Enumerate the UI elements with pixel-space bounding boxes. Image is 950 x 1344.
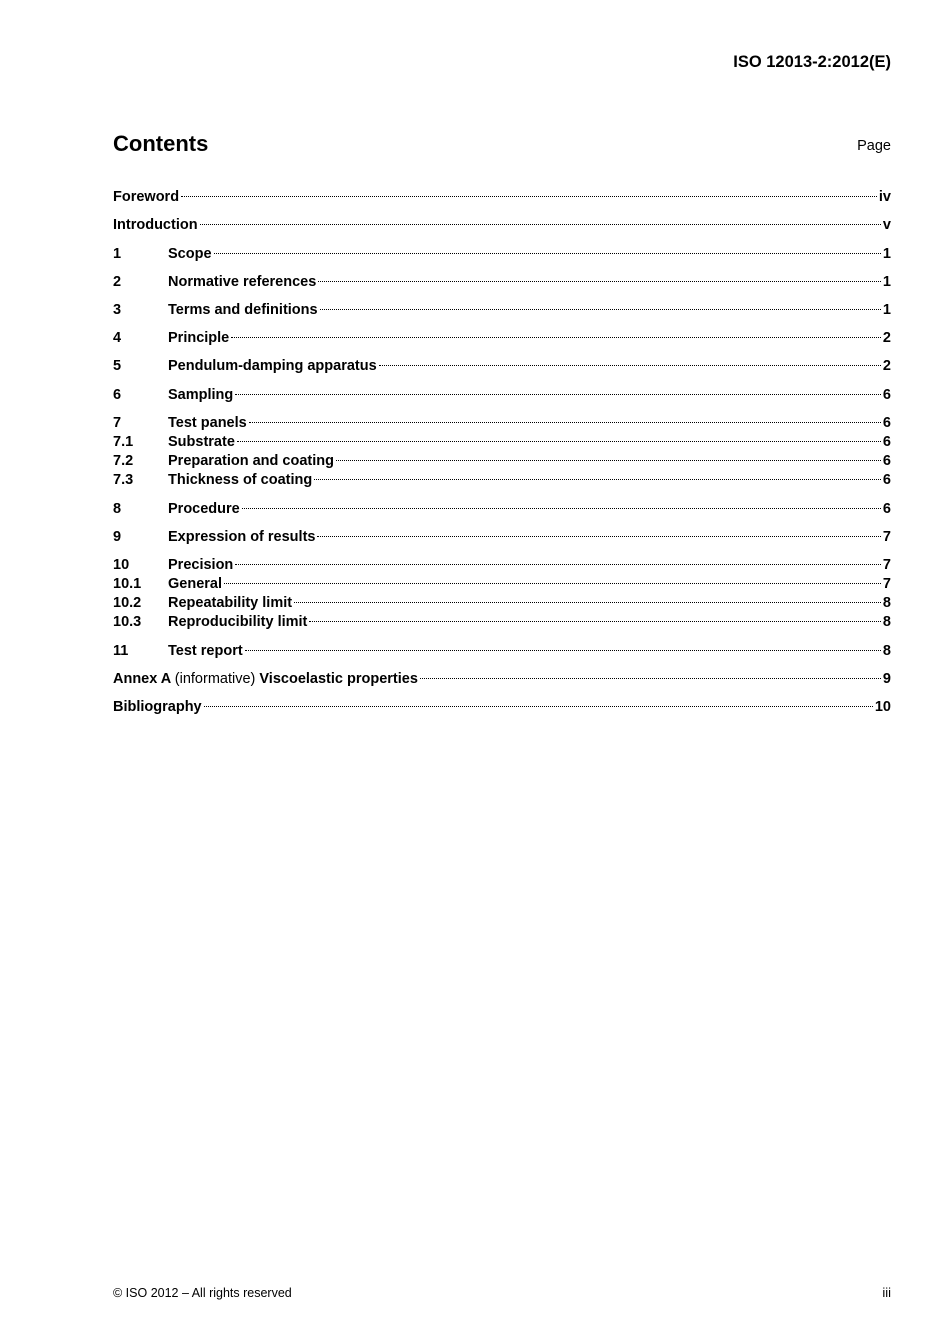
toc-entry-title: Principle [168,330,230,346]
toc-entry-number: 10.1 [113,576,142,592]
toc-leader-dots [181,183,877,201]
toc-entry-title: Preparation and coating [168,453,334,469]
toc-entry-title [113,670,418,688]
toc-leader-dots [245,637,881,655]
toc-entry-number: 7.1 [113,434,134,450]
toc-entry-page: 6 [882,453,891,469]
annex-label: Annex A [113,671,171,687]
toc-entry-substrate[interactable] [113,428,891,450]
toc-entry-title: Pendulum-damping apparatus [168,358,377,374]
toc-entry-page: 7 [882,576,891,592]
toc-leader-dots [235,381,881,399]
toc-entry-number: 8 [113,501,122,517]
toc-leader-dots [309,608,881,626]
toc-entry-title: Test report [168,643,243,659]
toc-entry-page: 2 [882,358,891,374]
toc-entry-normative-references[interactable] [113,268,891,290]
toc-entry-principle[interactable] [113,324,891,346]
toc-entry-title: Reproducibility limit [168,614,308,630]
toc-entry-preparation-and-coating[interactable] [113,447,891,469]
toc-entry-precision[interactable] [113,551,891,573]
toc-entry-test-panels[interactable] [113,409,891,431]
toc-entry-repeatability-limit[interactable] [113,589,891,611]
toc-entry-sampling[interactable] [113,381,891,403]
toc-entry-title: Expression of results [168,529,316,545]
toc-entry-title: Scope [168,246,212,262]
toc-leader-dots [320,296,881,314]
toc-entry-introduction[interactable] [113,211,891,233]
toc-entry-title: Terms and definitions [168,302,318,318]
toc-entry-page: 10 [874,699,891,715]
toc-entry-number: 10.3 [113,614,142,630]
toc-entry-page: 1 [882,274,891,290]
toc-entry-number: 10.2 [113,595,142,611]
toc-leader-dots [204,693,873,711]
toc-leader-dots [200,211,881,229]
toc-entry-procedure[interactable] [113,495,891,517]
toc-leader-dots [336,447,881,465]
toc-entry-page: 8 [882,643,891,659]
toc-leader-dots [318,268,881,286]
toc-entry-number: 7.3 [113,472,134,488]
toc-entry-expression-of-results[interactable] [113,523,891,545]
annex-title: Viscoelastic properties [259,671,418,687]
toc-leader-dots [224,570,881,588]
page-column-label: Page [857,138,891,154]
toc-entry-number: 5 [113,358,122,374]
toc-leader-dots [379,352,881,370]
toc-entry-number: 6 [113,387,122,403]
toc-entry-number: 10 [113,557,130,573]
toc-entry-title: Introduction [113,217,198,233]
toc-entry-page: 2 [882,330,891,346]
toc-entry-number: 4 [113,330,122,346]
toc-entry-number: 2 [113,274,122,290]
toc-entry-title: Sampling [168,387,234,403]
toc-entry-page: 8 [882,595,891,611]
toc-entry-page: 6 [882,472,891,488]
toc-leader-dots [237,428,881,446]
toc-entry-page: 1 [882,302,891,318]
toc-entry-foreword[interactable] [113,183,891,205]
toc-entry-title: Foreword [113,189,180,205]
footer-page-number: iii [882,1285,891,1300]
footer-copyright: © ISO 2012 – All rights reserved [113,1286,292,1300]
toc-leader-dots [235,551,881,569]
toc-entry-page: 9 [882,671,891,687]
toc-entry-title: Test panels [168,415,247,431]
toc-entry-reproducibility-limit[interactable] [113,608,891,630]
toc-entry-page: v [882,217,891,233]
toc-entry-page: 6 [882,434,891,450]
toc-entry-title: Thickness of coating [168,472,313,488]
toc-entry-general[interactable] [113,570,891,592]
contents-heading: Contents [113,131,209,156]
toc-entry-scope[interactable] [113,240,891,262]
toc-entry-title: Repeatability limit [168,595,293,611]
toc-entry-title: Precision [168,557,234,573]
toc-entry-page: 6 [882,415,891,431]
toc-entry-page: 7 [882,557,891,573]
toc-entry-title: Normative references [168,274,317,290]
toc-entry-page: 6 [882,387,891,403]
toc-entry-number: 9 [113,529,122,545]
toc-leader-dots [317,523,880,541]
toc-entry-number: 1 [113,246,122,262]
toc-leader-dots [242,495,881,513]
toc-leader-dots [314,466,881,484]
toc-entry-title: General [168,576,222,592]
toc-entry-number: 7.2 [113,453,134,469]
document-id: ISO 12013-2:2012(E) [733,53,891,71]
toc-entry-pendulum-damping-apparatus[interactable] [113,352,891,374]
toc-entry-number: 3 [113,302,122,318]
toc-entry-page: 1 [882,246,891,262]
toc-entry-test-report[interactable] [113,637,891,659]
toc-leader-dots [214,240,881,258]
toc-entry-page: 6 [882,501,891,517]
annex-type: (informative) [174,671,256,687]
toc-entry-page: 8 [882,614,891,630]
toc-entry-title: Bibliography [113,699,202,715]
toc-leader-dots [249,409,881,427]
toc-entry-annex-a[interactable] [113,665,891,687]
toc-entry-title: Substrate [168,434,235,450]
toc-entry-number: 7 [113,415,122,431]
toc-entry-page: 7 [882,529,891,545]
toc-entry-number: 11 [113,643,129,659]
toc-leader-dots [420,665,881,683]
toc-entry-terms-and-definitions[interactable] [113,296,891,318]
toc-entry-page: iv [878,189,891,205]
toc-entry-bibliography[interactable] [113,693,891,715]
toc-leader-dots [231,324,881,342]
toc-leader-dots [294,589,881,607]
toc-entry-title: Procedure [168,501,240,517]
toc-entry-thickness-of-coating[interactable] [113,466,891,488]
